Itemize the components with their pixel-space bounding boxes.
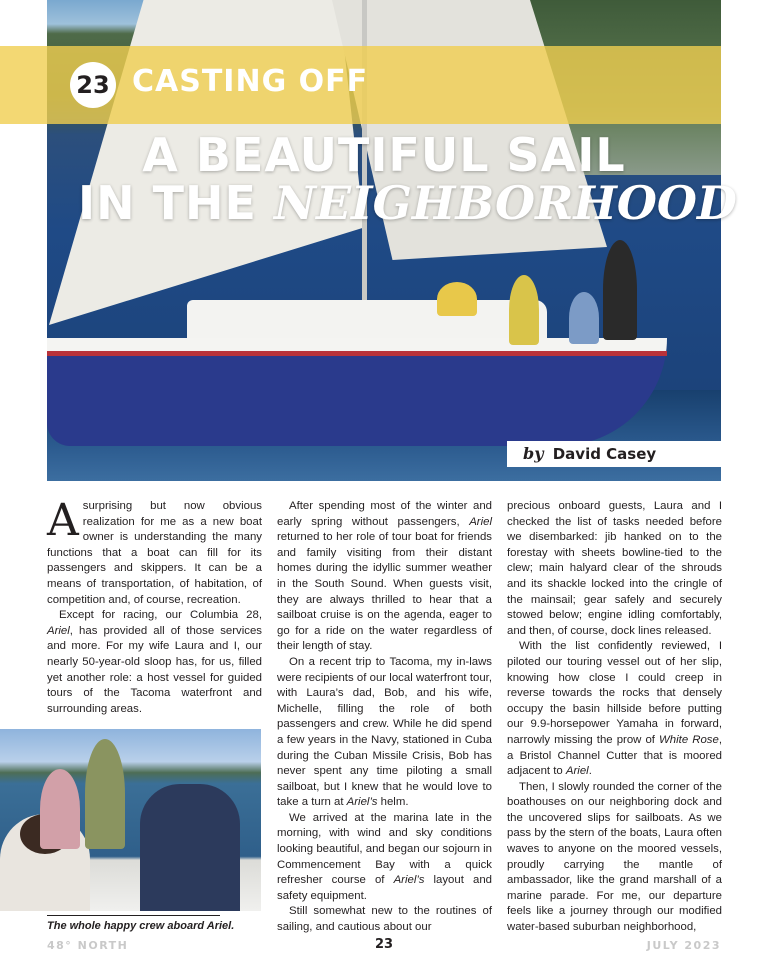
crew-member	[40, 769, 80, 849]
photo-caption	[47, 920, 234, 932]
boat-name: Ariel’s	[346, 796, 378, 809]
paragraph-text: .	[588, 765, 592, 778]
paragraph-text: Except for racing, our Columbia 28,	[59, 609, 262, 622]
boat-name: White Rose	[659, 733, 719, 746]
paragraph-text: returned to her role of tour boat for friends and family visiting from their distant homes during the idyllic summer weather in the South Sound. When guests visit, they are always thrilled to hear that a sailboat cruise is on the agenda, eager to go for a ride on the water regardless of their length of stay.	[277, 531, 492, 653]
footer-issue-date: JULY 2023	[646, 939, 721, 952]
crew-member	[437, 282, 477, 316]
paragraph	[277, 811, 492, 905]
crew-member	[509, 275, 539, 345]
caption-text: The whole happy crew aboard	[47, 920, 207, 932]
headline-line-1: A BEAUTIFUL SAIL	[142, 128, 626, 182]
crew-photo	[0, 729, 261, 911]
paragraph	[277, 499, 492, 655]
boat-name: Ariel	[469, 515, 492, 528]
paragraph	[47, 608, 262, 717]
page-number: 23	[374, 937, 394, 952]
paragraph-text: After spending most of the winter and early spring without passengers,	[277, 500, 492, 528]
crew-member	[85, 739, 125, 849]
headline-script: NEIGHBORHOOD	[273, 176, 737, 230]
paragraph-text: , a Bristol Channel Cutter that is moored adjacent to	[507, 733, 722, 778]
caption-text: .	[231, 920, 235, 932]
paragraph	[507, 639, 722, 779]
paragraph-text: surprising but now obvious realization for me as a new boat owner is understanding the many functions that a boat can fill for its passengers and skippers. It can be a means of transportation, of habitation, of competition and, of course, recreation.	[47, 500, 262, 606]
hull-stripe	[47, 351, 667, 356]
paragraph: precious onboard guests, Laura and I checked the list of tasks needed before we disembarked: jib hanked on to the forestay with sheets bowline-tied to the clew; main halyard clear of the shrouds and its shackle locked into the cringle of the mainsail; gear safely and securely stowed below; engine idling comfortably, and then, of course, dock lines released.	[507, 500, 722, 637]
footer-publication: 48° NORTH	[47, 939, 129, 952]
paragraph-text: , has provided all of those services and more. For my wife Laura and I, our nearly 50-year-old sloop has, for us, filled yet another role: a host vessel for guided tours of the Tacoma waterfront and surrounding areas.	[47, 624, 262, 715]
article-column-1	[47, 495, 262, 717]
paragraph-text: With the list confidently reviewed, I piloted our touring vessel out of her slip, knowing how close I could creep in reverse towards the rocks that densely occupy the basin hillside before putting our 9.9-horsepower Yamaha in forward, narrowly missing the prow of	[507, 640, 722, 746]
boat-name: Ariel	[47, 624, 70, 637]
paragraph: Then, I slowly rounded the corner of the boathouses on our neighboring dock and the uncovered slips for sailboats. As we pass by the stern of the boats, Laura often waves to anyone on the moored vessels, proudly carrying the mantle of ambassador, like the grand marshall of a marine parade. For me, our departure feels like a journey through our modified water-based suburban neighborhood,	[507, 780, 722, 934]
byline	[507, 441, 721, 467]
crew-member	[569, 292, 599, 344]
article-column-3	[507, 499, 722, 936]
paragraph	[47, 495, 262, 608]
crew-member	[140, 784, 240, 911]
caption-rule	[47, 915, 220, 916]
byline-prefix: by	[523, 444, 544, 463]
paragraph-text: On a recent trip to Tacoma, my in-laws were recipients of our local waterfront tour, with Laura’s dad, Bob, and his wife, Michelle, filling the role of both passengers and crew. While he did spend a few years in the Navy, stationed in Cuba during the Cuban Missile Crisis, Bob has never spent any time piloting a small sailboat, but I knew that he would love to take a turn at	[277, 655, 492, 809]
paragraph: Still somewhat new to the routines of sailing, and cautious about our	[277, 905, 492, 934]
headline-plain: IN THE	[78, 176, 274, 230]
paragraph-text: layout and safety equipment.	[277, 874, 492, 902]
paragraph	[277, 655, 492, 811]
headline-line-2	[78, 176, 737, 230]
byline-author: David Casey	[552, 445, 657, 463]
section-title: CASTING OFF	[132, 64, 369, 99]
section-number-badge: 23	[70, 62, 116, 108]
paragraph-text: helm.	[377, 796, 409, 809]
boat-name: Ariel	[565, 765, 589, 778]
boat-name: Ariel’s	[393, 874, 425, 887]
crew-member	[603, 240, 637, 340]
drop-cap: A	[47, 495, 79, 546]
article-column-2	[277, 499, 492, 936]
caption-boat-name: Ariel	[206, 920, 232, 932]
paragraph-text: We arrived at the marina late in the morning, with wind and sky conditions looking beautiful, and began our sojourn in Commencement Bay with a quick refresher course of	[277, 811, 492, 887]
